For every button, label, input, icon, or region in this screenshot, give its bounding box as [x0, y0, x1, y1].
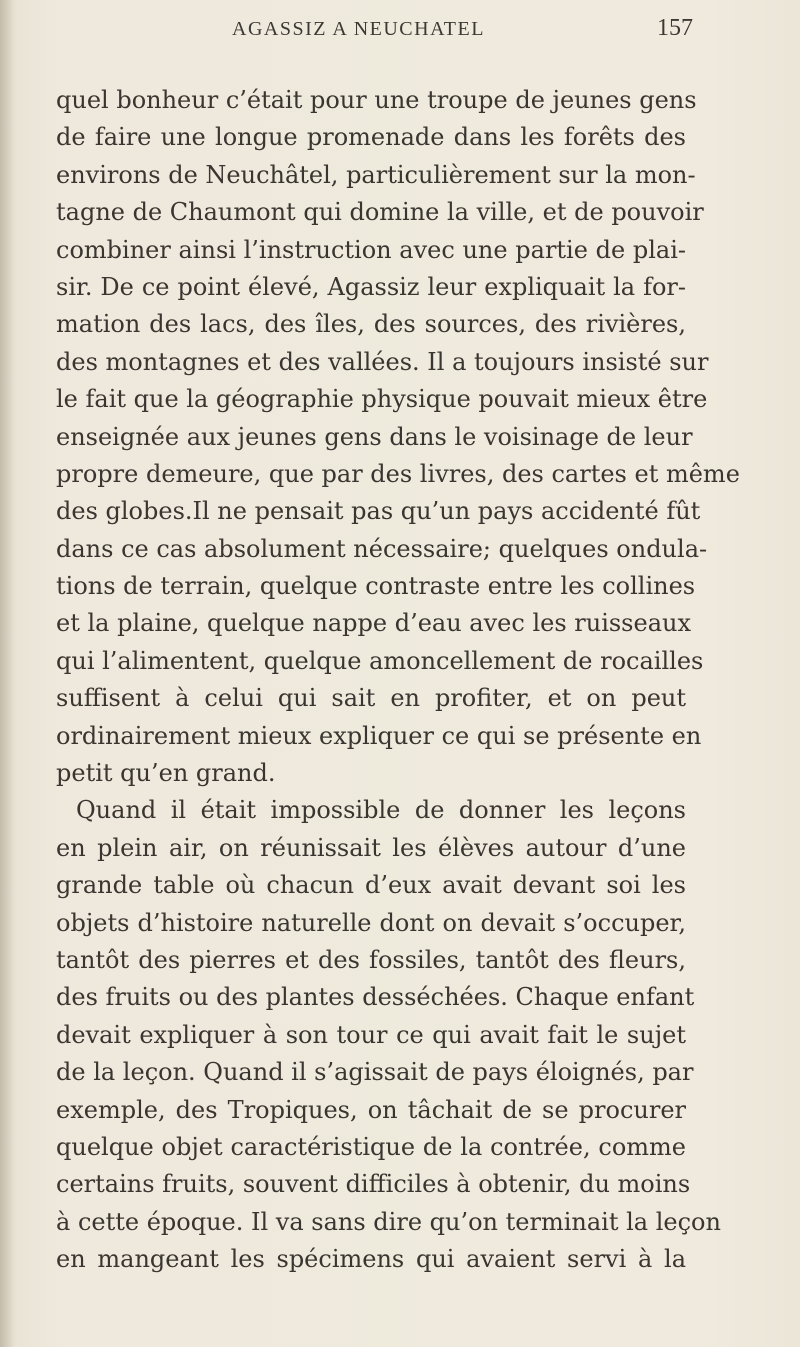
text-line: grande table où chacun d’eux avait devant soi les: [56, 871, 686, 900]
text-line: en mangeant les spécimens qui avaient servi à la: [56, 1245, 686, 1274]
text-line: tantôt des pierres et des fossiles, tantôt des fleurs,: [56, 945, 686, 974]
text-line: tagne de Chaumont qui domine la ville, et de pouvoir: [56, 198, 704, 227]
text-line: ordinairement mieux expliquer ce qui se présente en: [56, 721, 702, 750]
text-line: combiner ainsi l’instruction avec une partie de plai-: [56, 235, 686, 264]
body-text: [56, 82, 740, 1279]
text-line: le fait que la géographie physique pouvait mieux être: [56, 385, 708, 414]
text-line: en plein air, on réunissait les élèves autour d’une: [56, 833, 686, 862]
text-line-paragraph-end: petit qu’en grand.: [56, 759, 276, 788]
text-line: devait expliquer à son tour ce qui avait fait le sujet: [56, 1020, 686, 1049]
running-head: AGASSIZ A NEUCHATEL: [232, 18, 485, 40]
text-line: des montagnes et des vallées. Il a toujours insisté sur: [56, 347, 709, 376]
text-line: tions de terrain, quelque contraste entre les collines: [56, 572, 696, 601]
text-line: des globes.Il ne pensait pas qu’un pays accidenté fût: [56, 497, 701, 526]
text-line: objets d’histoire naturelle dont on devait s’occuper,: [56, 908, 686, 937]
text-line-paragraph-start: Quand il était impossible de donner les leçons: [76, 796, 686, 825]
text-line: et la plaine, quelque nappe d’eau avec les ruisseaux: [56, 609, 692, 638]
text-line: exemple, des Tropiques, on tâchait de se procurer: [56, 1095, 686, 1124]
text-line: qui l’alimentent, quelque amoncellement de rocailles: [56, 646, 704, 675]
text-line: certains fruits, souvent difficiles à obtenir, du moins: [56, 1170, 691, 1199]
page-number: 157: [657, 15, 693, 41]
text-line: mation des lacs, des îles, des sources, des rivières,: [56, 310, 686, 339]
spine-shadow: [0, 0, 14, 1347]
text-line: suffisent à celui qui sait en profiter, et on peut: [56, 684, 686, 713]
text-line: propre demeure, que par des livres, des cartes et même: [56, 459, 740, 488]
text-line: quel bonheur c’était pour une troupe de jeunes gens: [56, 86, 697, 114]
text-line: dans ce cas absolument nécessaire; quelques ondula-: [56, 534, 708, 563]
text-line: environs de Neuchâtel, particulièrement sur la mon-: [56, 160, 696, 189]
text-line: sir. De ce point élevé, Agassiz leur expliquait la for-: [56, 272, 686, 301]
text-line: à cette époque. Il va sans dire qu’on terminait la leçon: [56, 1207, 721, 1236]
text-line: des fruits ou des plantes desséchées. Chaque enfant: [56, 983, 695, 1012]
text-line: de faire une longue promenade dans les forêts des: [56, 123, 686, 152]
text-line: de la leçon. Quand il s’agissait de pays éloignés, par: [56, 1058, 694, 1087]
text-line: enseignée aux jeunes gens dans le voisinage de leur: [56, 422, 693, 451]
text-line: quelque objet caractéristique de la contrée, comme: [56, 1132, 686, 1161]
